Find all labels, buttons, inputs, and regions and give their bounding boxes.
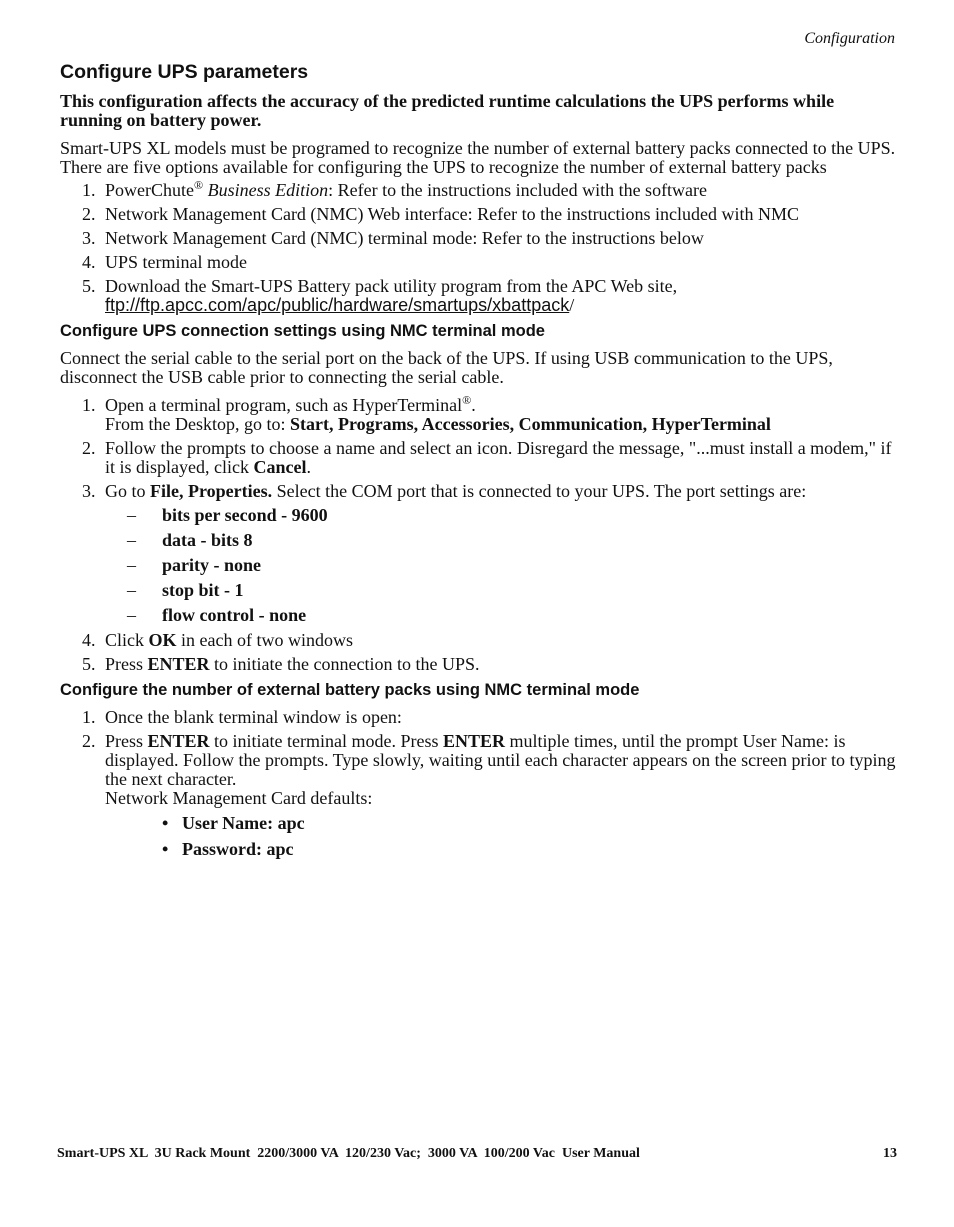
step-item — [60, 393, 896, 434]
step-number: 5. — [82, 654, 96, 674]
port-setting-item — [105, 506, 896, 525]
option-text: UPS terminal mode — [105, 252, 247, 272]
page-footer — [57, 1146, 897, 1162]
step-text: Follow the prompts to choose a name and select an icon. Disregard the message, "...must install a modem," if it is displayed, click — [105, 438, 892, 477]
option-italic-text: Business Edition — [203, 180, 329, 200]
step-text: Press — [105, 654, 148, 674]
registered-mark: ® — [462, 393, 472, 407]
menu-path: File, Properties. — [150, 481, 273, 501]
default-credential-item — [105, 840, 896, 859]
cancel-label: Cancel — [253, 457, 307, 477]
option-item — [60, 277, 896, 315]
nmc-defaults-list — [105, 814, 896, 859]
step-text: Click — [105, 630, 149, 650]
dash-mark: – — [127, 505, 136, 525]
step-number: 1. — [82, 395, 96, 415]
option-item — [60, 205, 896, 224]
menu-path: Start, Programs, Accessories, Communication, HyperTerminal — [290, 414, 771, 434]
option-text: PowerChute — [105, 180, 194, 200]
step-number: 2. — [82, 438, 96, 458]
default-username: User Name: apc — [182, 813, 305, 833]
step-text: to initiate terminal mode. Press — [209, 731, 443, 751]
step-item — [60, 708, 896, 727]
option-text: : Refer to the instructions included with the software — [328, 180, 708, 200]
step-text: Go to — [105, 481, 150, 501]
step-number: 2. — [82, 731, 96, 751]
dash-mark: – — [127, 530, 136, 550]
option-text: Download the Smart-UPS Battery pack utility program from the APC Web site, — [105, 276, 678, 296]
step-text: From the Desktop, go to: — [105, 414, 290, 434]
running-head: Configuration — [804, 30, 895, 47]
step-text: Press — [105, 731, 148, 751]
step-text: . — [471, 395, 476, 415]
ok-label: OK — [148, 630, 177, 650]
ftp-link[interactable]: ftp://ftp.apcc.com/apc/public/hardware/smartups/xbattpack — [105, 295, 570, 315]
default-credential-item — [105, 814, 896, 833]
port-setting-text: bits per second - 9600 — [162, 505, 328, 525]
step-item — [60, 655, 896, 674]
step-text: in each of two windows — [176, 630, 353, 650]
step-number: 1. — [82, 707, 96, 727]
step-number: 3. — [82, 481, 96, 501]
default-password: Password: apc — [182, 839, 294, 859]
step-text: Select the COM port that is connected to your UPS. The port settings are: — [272, 481, 807, 501]
option-item — [60, 253, 896, 272]
connection-intro: Connect the serial cable to the serial port on the back of the UPS. If using USB communication to the UPS, disconnect the USB cable prior to connecting the serial cable. — [60, 348, 833, 387]
connection-steps-list — [60, 393, 896, 674]
section-title-battery-packs: Configure the number of external battery packs using NMC terminal mode — [60, 681, 640, 699]
manual-title: Smart-UPS XL 3U Rack Mount 2200/3000 VA 120/230 Vac; 3000 VA 100/200 Vac User Manual — [57, 1146, 640, 1161]
option-number: 2. — [82, 204, 96, 224]
option-text: Network Management Card (NMC) terminal mode: Refer to the instructions below — [105, 228, 704, 248]
step-item — [60, 482, 896, 625]
page-content — [60, 60, 896, 866]
port-setting-item — [105, 606, 896, 625]
port-setting-text: flow control - none — [162, 605, 307, 625]
registered-mark: ® — [194, 178, 204, 192]
port-setting-text: data - bits 8 — [162, 530, 253, 550]
port-setting-text: parity - none — [162, 555, 261, 575]
section-title-connection-settings: Configure UPS connection settings using NMC terminal mode — [60, 322, 545, 340]
step-text: to initiate the connection to the UPS. — [209, 654, 480, 674]
section-title-configure-ups: Configure UPS parameters — [60, 61, 309, 83]
step-text: multiple times, until the prompt User Name: is displayed. Follow the prompts. Type slowly, waiting until each character appears on the screen prior to typing the next character. — [105, 731, 896, 789]
port-setting-text: stop bit - 1 — [162, 580, 244, 600]
port-setting-item — [105, 556, 896, 575]
link-suffix: / — [569, 295, 575, 315]
warning-text: This configuration affects the accuracy of the predicted runtime calculations the UPS performs while running on battery power. — [60, 91, 835, 130]
option-number: 5. — [82, 276, 96, 296]
dash-mark: – — [127, 555, 136, 575]
step-item — [60, 631, 896, 650]
step-item — [60, 732, 896, 859]
port-settings-list — [105, 506, 896, 625]
step-text: . — [306, 457, 311, 477]
option-number: 4. — [82, 252, 96, 272]
battery-pack-steps-list — [60, 708, 896, 859]
step-text: Open a terminal program, such as HyperTerminal — [105, 395, 463, 415]
enter-key-label: ENTER — [147, 731, 210, 751]
dash-mark: – — [127, 580, 136, 600]
step-text: Once the blank terminal window is open: — [105, 707, 402, 727]
port-setting-item — [105, 531, 896, 550]
enter-key-label: ENTER — [443, 731, 506, 751]
step-text: Network Management Card defaults: — [105, 788, 373, 808]
enter-key-label: ENTER — [147, 654, 210, 674]
step-number: 4. — [82, 630, 96, 650]
step-item — [60, 439, 896, 477]
page-number: 13 — [883, 1146, 897, 1161]
port-setting-item — [105, 581, 896, 600]
intro-paragraph — [60, 139, 896, 177]
bullet-mark: • — [162, 813, 169, 833]
configuration-options-list — [60, 178, 896, 315]
option-item — [60, 178, 896, 200]
option-item — [60, 229, 896, 248]
intro-line-1: Smart-UPS XL models must be programed to recognize the number of external battery packs connected to the UPS. — [60, 138, 896, 158]
option-number: 1. — [82, 180, 96, 200]
intro-line-2: There are five options available for configuring the UPS to recognize the number of external battery packs — [60, 157, 827, 177]
dash-mark: – — [127, 605, 136, 625]
option-number: 3. — [82, 228, 96, 248]
bullet-mark: • — [162, 839, 169, 859]
option-text: Network Management Card (NMC) Web interface: Refer to the instructions included with NMC — [105, 204, 800, 224]
